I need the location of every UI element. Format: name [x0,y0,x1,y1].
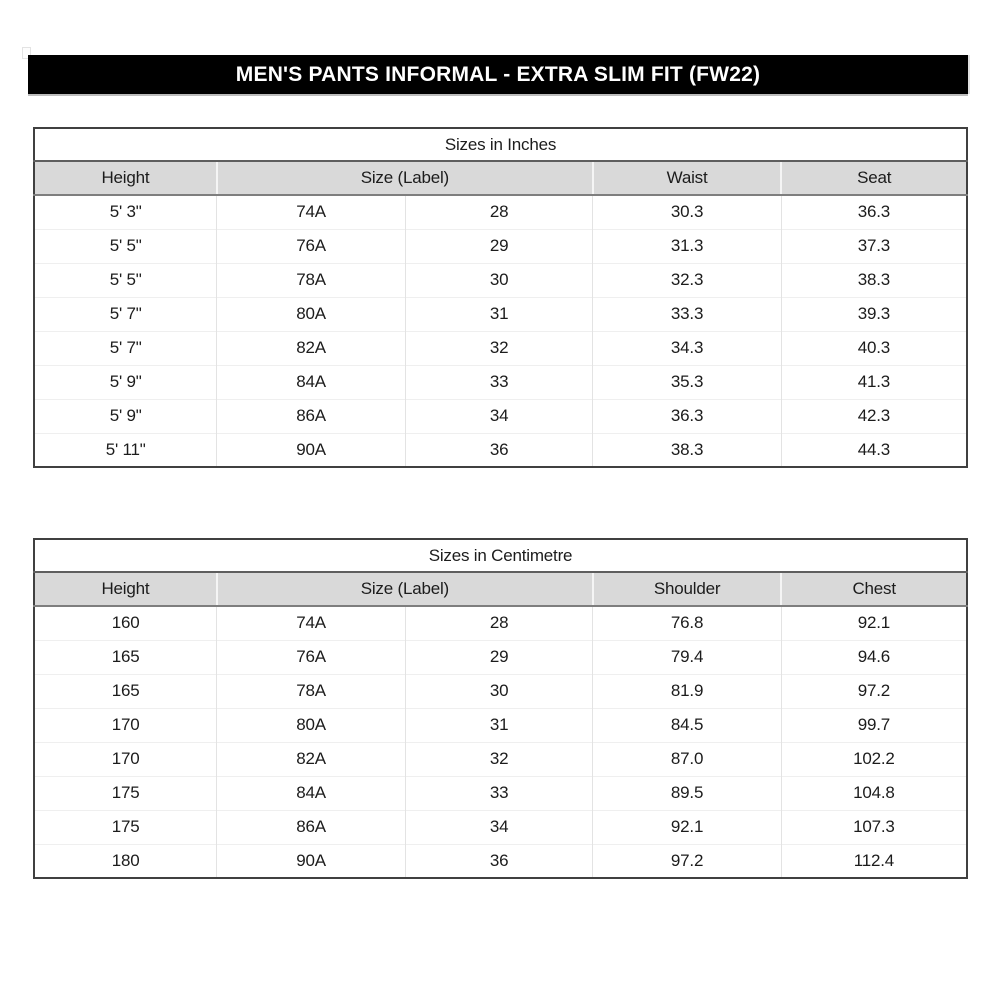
table-cell: 97.2 [593,844,781,878]
table-cell: 31 [405,297,593,331]
table-cell: 86A [217,399,405,433]
table-row [34,331,967,365]
table-cell: 37.3 [781,229,967,263]
table-title: Sizes in Centimetre [34,539,967,572]
table-cell: 175 [34,776,217,810]
table-cell: 97.2 [781,674,967,708]
column-header-shoulder: Shoulder [593,572,781,606]
table-cell: 89.5 [593,776,781,810]
table-cell: 32.3 [593,263,781,297]
table-cell: 32 [405,742,593,776]
column-header-row [34,572,967,606]
table-cell: 94.6 [781,640,967,674]
table-row [34,263,967,297]
table-row [34,810,967,844]
table-row [34,640,967,674]
table-cell: 29 [405,229,593,263]
table-cell: 90A [217,433,405,467]
table-cell: 81.9 [593,674,781,708]
table-cell: 5' 7" [34,331,217,365]
column-header-size-label: Size (Label) [217,161,593,195]
table-cell: 102.2 [781,742,967,776]
table-cell: 34.3 [593,331,781,365]
table-cell: 35.3 [593,365,781,399]
column-header-chest: Chest [781,572,967,606]
table-row [34,844,967,878]
table-row [34,776,967,810]
table-cell: 29 [405,640,593,674]
table-cell: 42.3 [781,399,967,433]
table-cell: 5' 9" [34,399,217,433]
table-cell: 86A [217,810,405,844]
column-header-row [34,161,967,195]
table-cell: 41.3 [781,365,967,399]
table-cell: 80A [217,708,405,742]
table-cell: 76A [217,640,405,674]
column-header-waist: Waist [593,161,781,195]
table-row [34,229,967,263]
table-cell: 78A [217,263,405,297]
table-row [34,365,967,399]
table-cell: 28 [405,606,593,640]
table-cell: 76.8 [593,606,781,640]
table-cell: 36 [405,433,593,467]
table-cell: 30 [405,674,593,708]
table-cell: 33 [405,776,593,810]
size-table-centimetre [33,538,968,879]
table-cell: 31.3 [593,229,781,263]
table-row [34,742,967,776]
table-cell: 84.5 [593,708,781,742]
table-cell: 33.3 [593,297,781,331]
table-title-row [34,128,967,161]
table-cell: 82A [217,742,405,776]
table-cell: 32 [405,331,593,365]
column-header-size-label: Size (Label) [217,572,593,606]
table-cell: 165 [34,674,217,708]
table-cell: 28 [405,195,593,229]
column-header-height: Height [34,572,217,606]
table-cell: 34 [405,399,593,433]
table-cell: 5' 11" [34,433,217,467]
table-cell: 34 [405,810,593,844]
table-cell: 74A [217,195,405,229]
table-cell: 5' 5" [34,263,217,297]
table-row [34,708,967,742]
table-cell: 5' 7" [34,297,217,331]
table-cell: 5' 9" [34,365,217,399]
table-cell: 76A [217,229,405,263]
table-title-row [34,539,967,572]
table-cell: 36.3 [593,399,781,433]
table-row [34,297,967,331]
table-row [34,674,967,708]
table-title: Sizes in Inches [34,128,967,161]
table-cell: 107.3 [781,810,967,844]
table-cell: 80A [217,297,405,331]
table-cell: 38.3 [781,263,967,297]
table-cell: 170 [34,708,217,742]
table-cell: 180 [34,844,217,878]
table-cell: 84A [217,365,405,399]
table-cell: 92.1 [781,606,967,640]
table-cell: 92.1 [593,810,781,844]
table-cell: 112.4 [781,844,967,878]
table-row [34,606,967,640]
table-cell: 30 [405,263,593,297]
table-cell: 165 [34,640,217,674]
table-cell: 30.3 [593,195,781,229]
table-cell: 84A [217,776,405,810]
table-cell: 79.4 [593,640,781,674]
size-table-inches [33,127,968,468]
table-cell: 36 [405,844,593,878]
table-row [34,399,967,433]
table-cell: 104.8 [781,776,967,810]
table-cell: 74A [217,606,405,640]
chart-title: MEN'S PANTS INFORMAL - EXTRA SLIM FIT (FW22) [235,63,761,86]
table-row [34,433,967,467]
table-cell: 38.3 [593,433,781,467]
table-cell: 44.3 [781,433,967,467]
table-row [34,195,967,229]
table-cell: 5' 3" [34,195,217,229]
table-cell: 33 [405,365,593,399]
table-cell: 160 [34,606,217,640]
column-header-height: Height [34,161,217,195]
table-cell: 170 [34,742,217,776]
column-header-seat: Seat [781,161,967,195]
chart-title-banner [28,55,968,94]
table-cell: 5' 5" [34,229,217,263]
table-cell: 31 [405,708,593,742]
table-cell: 78A [217,674,405,708]
table-cell: 99.7 [781,708,967,742]
table-cell: 82A [217,331,405,365]
table-cell: 90A [217,844,405,878]
table-cell: 39.3 [781,297,967,331]
table-cell: 175 [34,810,217,844]
table-cell: 36.3 [781,195,967,229]
table-cell: 40.3 [781,331,967,365]
table-cell: 87.0 [593,742,781,776]
